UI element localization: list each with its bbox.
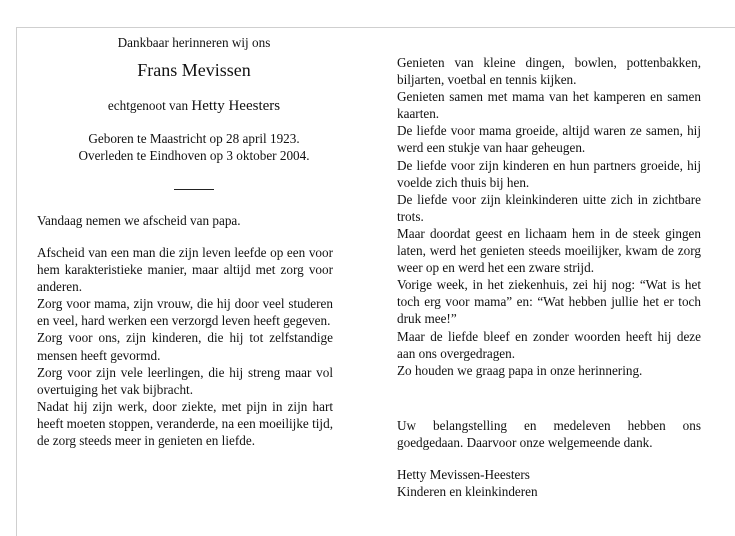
right-paragraph: Zo houden we graag papa in onze herinnering. <box>397 362 643 378</box>
thanks-text: Uw belangstelling en medeleven hebben ons goedgedaan. Daarvoor onze welgemeende dank. <box>397 418 701 451</box>
right-paragraph: De liefde voor zijn kinderen en hun partners groeide, hij voelde zich thuis bij hen. <box>397 157 701 190</box>
signature-name: Hetty Mevissen-Heesters <box>397 467 530 482</box>
right-paragraph: De liefde voor mama groeide, altijd waren ze samen, hij werd een stukje van haar geheugen. <box>397 123 701 156</box>
right-paragraph: Vorige week, in het ziekenhuis, zei hij nog: “Wat is het toch erg voor mama” en: “Wat hebben jullie het er toch druk mee!” <box>397 277 701 327</box>
left-paragraph: Zorg voor ons, zijn kinderen, die hij tot zelfstandige mensen heeft gevormd. <box>37 330 333 363</box>
death-line: Overleden te Eindhoven op 3 oktober 2004. <box>78 148 310 164</box>
right-paragraph: Genieten samen met mama van het kamperen en samen kaarten. <box>397 89 701 122</box>
left-paragraph: Zorg voor zijn vele leerlingen, die hij streng maar vol overtuiging het vak bijbracht. <box>37 364 333 397</box>
right-paragraph: Maar de liefde bleef en zonder woorden heeft hij deze aan ons overgedragen. <box>397 328 701 361</box>
left-paragraph: Afscheid van een man die zijn leven leefde op een voor hem karakteristieke manier, maar altijd met zorg voor anderen. <box>37 245 333 295</box>
memorial-card <box>16 27 735 536</box>
right-paragraph: Maar doordat geest en lichaam hem in de steek gingen laten, werd het genieten steeds moeilijker, kwam de zorg weer op en werd het een zware strijd. <box>397 225 701 276</box>
spouse-line <box>37 97 351 115</box>
birth-line: Geboren te Maastricht op 28 april 1923. <box>88 131 300 146</box>
signature-family: Kinderen en kleinkinderen <box>397 484 538 500</box>
right-paragraph: De liefde voor zijn kleinkinderen uitte zich in zichtbare trots. <box>397 191 701 224</box>
right-paragraph: Genieten van kleine dingen, bowlen, pottenbakken, biljarten, voetbal en tennis kijken. <box>397 55 701 88</box>
left-paragraph: Zorg voor mama, zijn vrouw, die hij door veel studeren en veel, hard werken een verzorgd leven heeft gegeven. <box>37 296 333 329</box>
intro-text: Dankbaar herinneren wij ons <box>117 35 271 50</box>
divider <box>174 189 214 190</box>
farewell-text: Vandaag nemen we afscheid van papa. <box>37 213 241 228</box>
deceased-name: Frans Mevissen <box>137 60 251 80</box>
spouse-name: Hetty Heesters <box>191 98 281 114</box>
left-paragraph: Nadat hij zijn werk, door ziekte, met pijn in zijn hart heeft moeten stoppen, veranderde, na een moeilijke tijd, de zorg steeds meer in genieten en liefde. <box>37 398 333 449</box>
spouse-prefix: echtgenoot van <box>107 98 189 113</box>
